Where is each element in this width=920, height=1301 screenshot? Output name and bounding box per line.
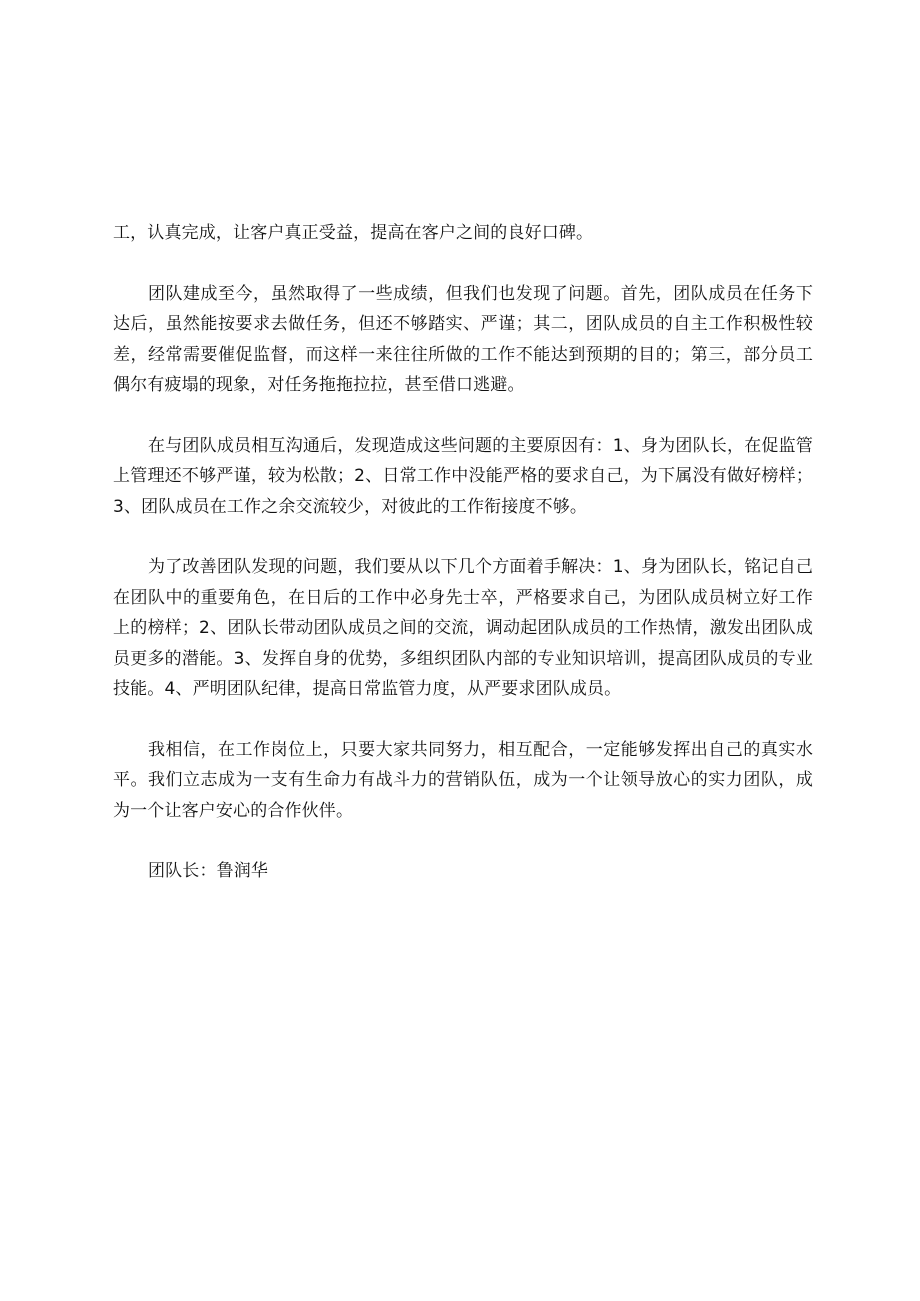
paragraph-continuation: 工，认真完成，让客户真正受益，提高在客户之间的良好口碑。 — [113, 223, 594, 243]
signature: 团队长：鲁润华 — [148, 861, 269, 881]
paragraph-causes: 在与团队成员相互沟通后，发现造成这些问题的主要原因有：1、身为团队长，在促监管上管理还不够严谨，较为松散；2、日常工作中没能严格的要求自己，为下属没有做好榜样；3、团队成员在工作之余交流较少，对彼此的工作衔接度不够。 — [113, 435, 813, 517]
document-body — [113, 218, 813, 887]
paragraph-conclusion: 我相信，在工作岗位上，只要大家共同努力，相互配合，一定能够发挥出自己的真实水平。我们立志成为一支有生命力有战斗力的营销队伍，成为一个让领导放心的实力团队，成为一个让客户安心的合作伙伴。 — [113, 739, 813, 821]
paragraph-problems: 团队建成至今，虽然取得了一些成绩，但我们也发现了问题。首先，团队成员在任务下达后，虽然能按要求去做任务，但还不够踏实、严谨；其二，团队成员的自主工作积极性较差，经常需要催促监督，而这样一来往往所做的工作不能达到预期的目的；第三，部分员工偶尔有疲塌的现象，对任务拖拖拉拉，甚至借口逃避。 — [113, 283, 813, 395]
paragraph-solutions: 为了改善团队发现的问题，我们要从以下几个方面着手解决：1、身为团队长，铭记自己在团队中的重要角色，在日后的工作中必身先士卒，严格要求自己，为团队成员树立好工作上的榜样；2、团队长带动团队成员之间的交流，调动起团队成员的工作热情，激发出团队成员更多的潜能。3、发挥自身的优势，多组织团队内部的专业知识培训，提高团队成员的专业技能。4、严明团队纪律，提高日常监管力度，从严要求团队成员。 — [113, 557, 813, 699]
